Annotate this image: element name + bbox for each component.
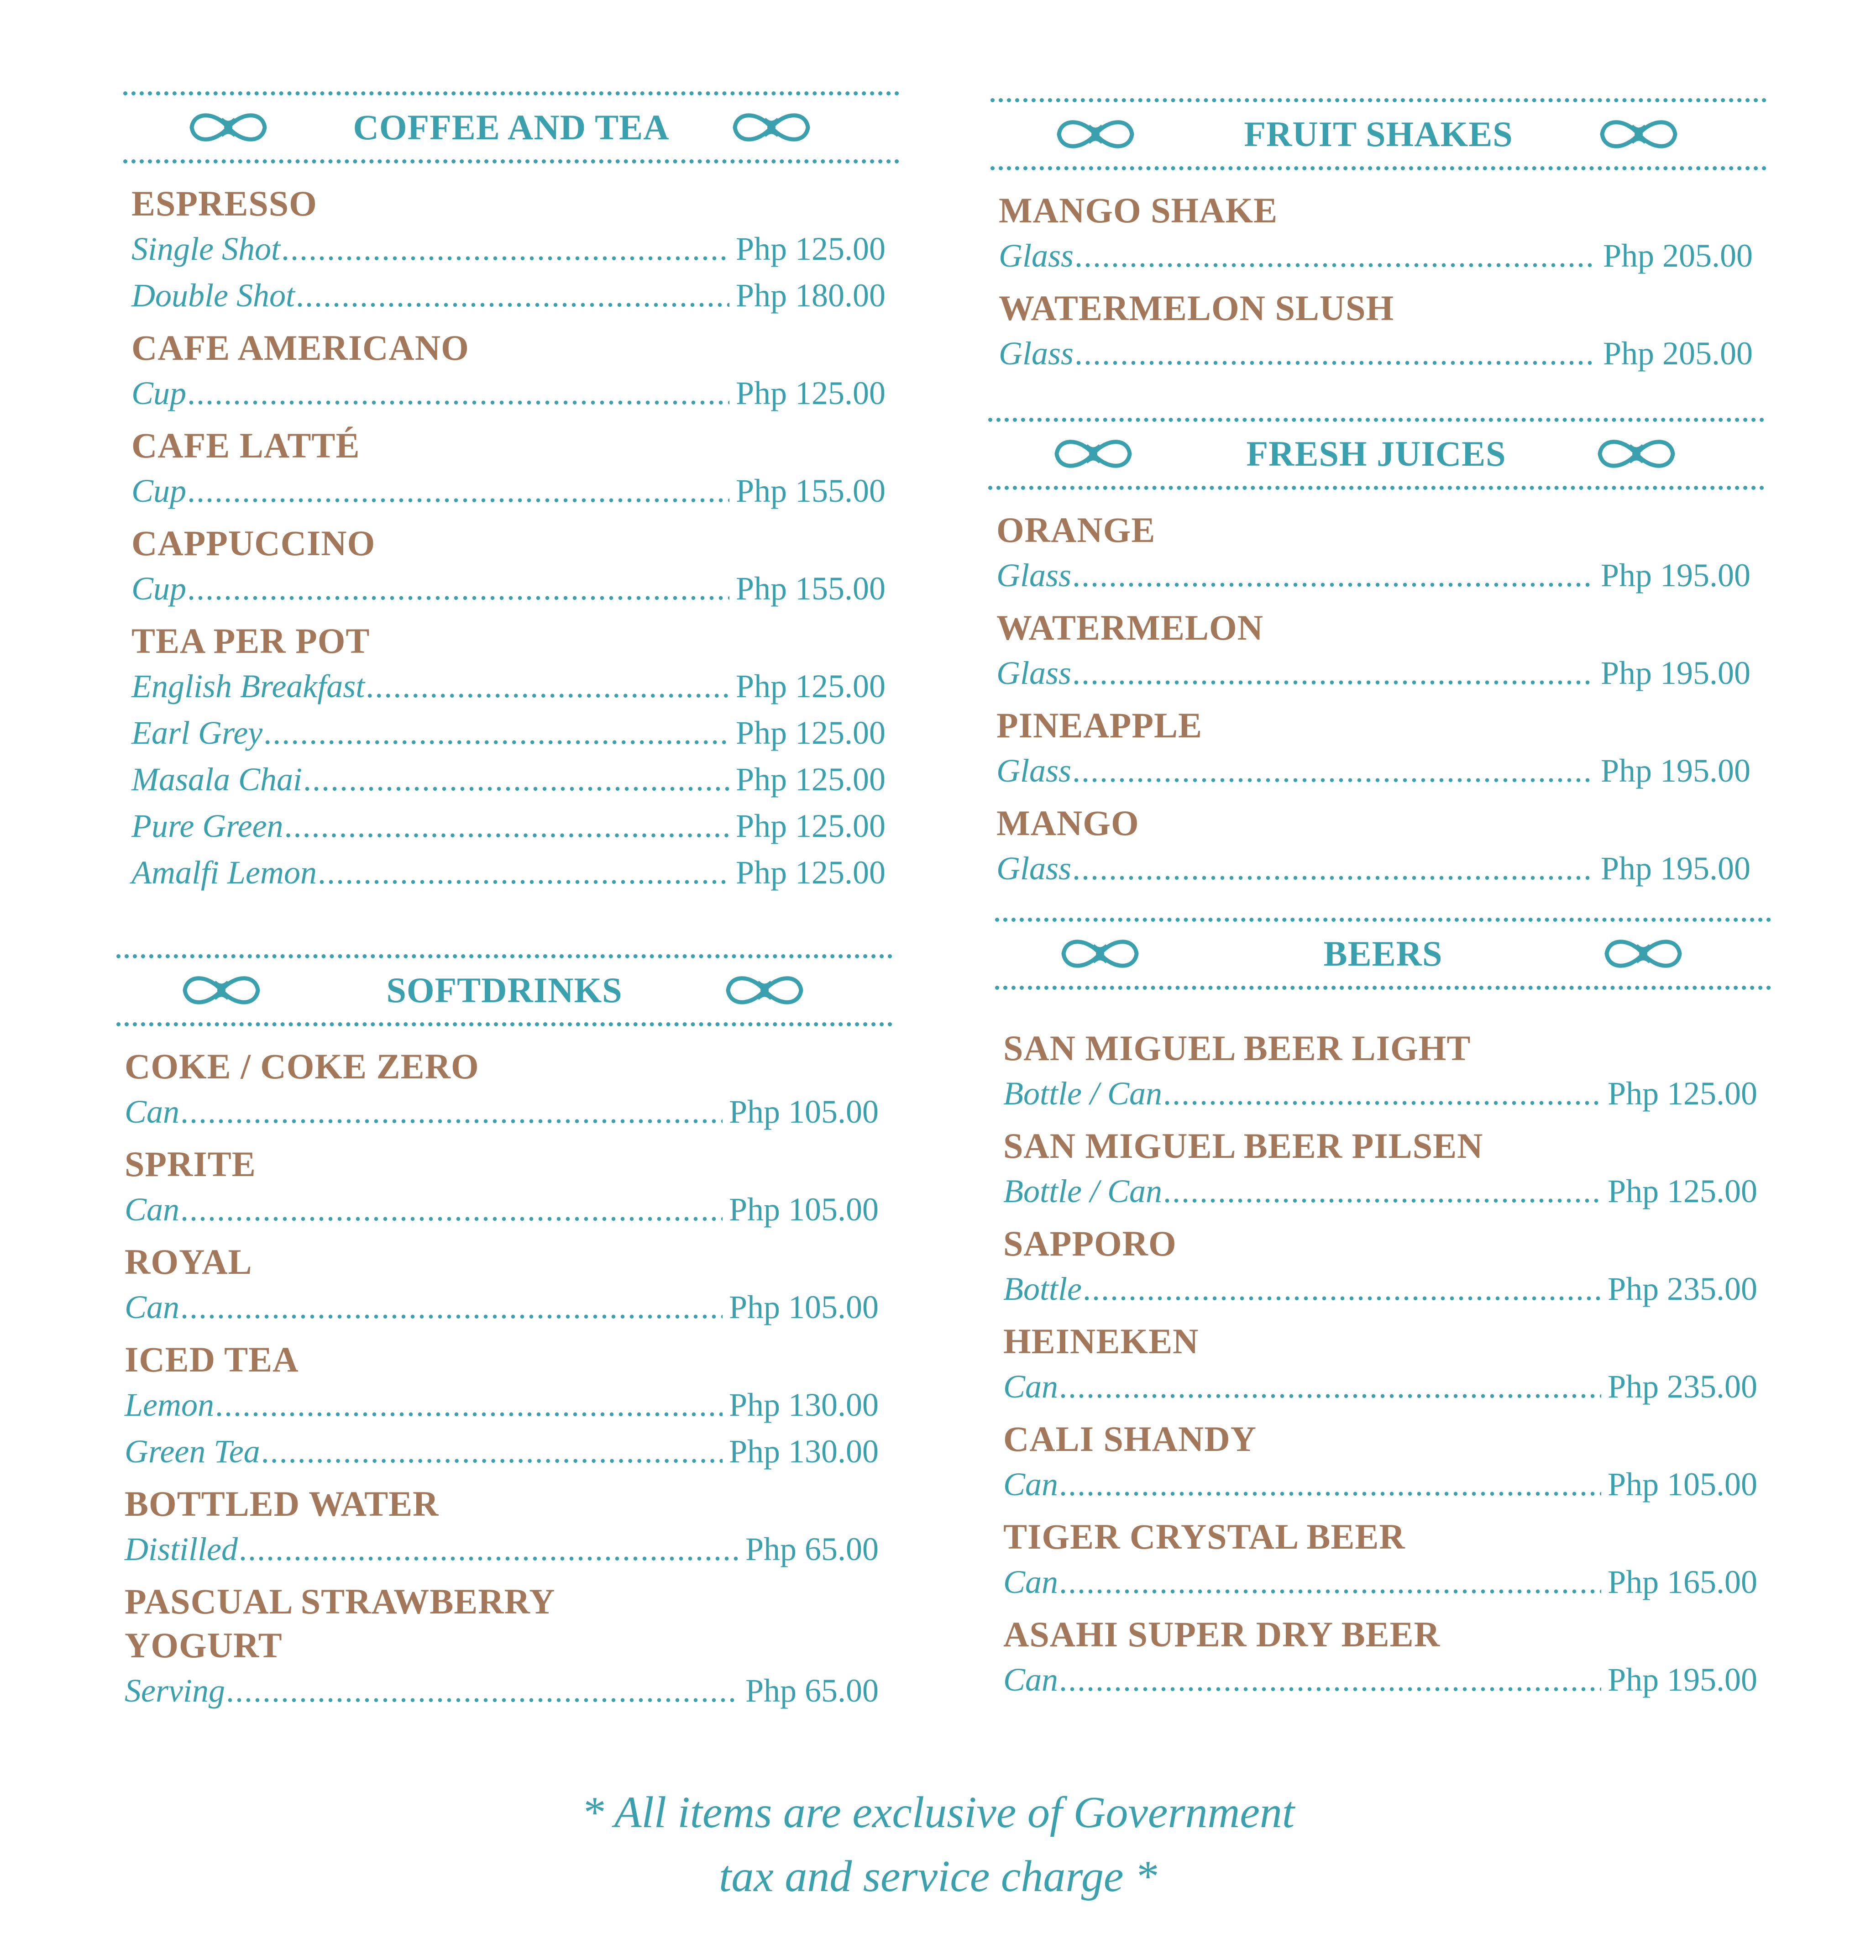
divider xyxy=(995,918,1771,922)
item-option: Serving xyxy=(125,1672,225,1709)
dot-leader xyxy=(239,1526,739,1572)
dot-leader xyxy=(180,1284,723,1330)
item-option: Distilled xyxy=(125,1531,238,1567)
item-option: Can xyxy=(1003,1564,1059,1600)
item-price: Php 125.00 xyxy=(735,854,886,891)
item-price: Php 130.00 xyxy=(728,1387,879,1423)
menu-item-row xyxy=(1003,1070,1757,1117)
menu-list xyxy=(990,170,1766,384)
dot-leader xyxy=(187,468,729,514)
item-price: Php 195.00 xyxy=(1600,655,1750,691)
divider xyxy=(990,166,1766,170)
item-price: Php 155.00 xyxy=(735,570,886,607)
dot-leader xyxy=(226,1667,739,1714)
item-price: Php 125.00 xyxy=(1607,1075,1757,1112)
section-title: COFFEE AND TEA xyxy=(353,107,670,147)
spacer xyxy=(116,1330,892,1338)
item-option: Can xyxy=(125,1289,180,1325)
item-option: English Breakfast xyxy=(131,668,365,704)
divider xyxy=(988,486,1764,490)
item-price: Php 105.00 xyxy=(728,1289,879,1325)
category-title: CAPPUCCINO xyxy=(131,523,376,563)
menu-item-row xyxy=(131,803,886,849)
category-title: MANGO xyxy=(996,803,1139,843)
item-option: Cup xyxy=(131,570,187,607)
dot-leader xyxy=(1059,1559,1601,1605)
category-title: ORANGE xyxy=(996,510,1156,550)
flourish-ornament-icon xyxy=(719,972,810,1009)
category-title: BOTTLED WATER xyxy=(125,1484,439,1524)
item-price: Php 195.00 xyxy=(1600,557,1750,594)
item-price: Php 65.00 xyxy=(745,1672,879,1709)
spacer xyxy=(995,1410,1771,1417)
category-title: COKE / COKE ZERO xyxy=(125,1046,479,1086)
section-header xyxy=(123,95,899,159)
dot-leader xyxy=(1059,1461,1601,1508)
menu-item-row xyxy=(999,330,1753,377)
menu-item-row xyxy=(1003,1461,1757,1508)
item-option: Double Shot xyxy=(131,277,295,314)
dot-leader xyxy=(1072,552,1594,599)
item-option: Masala Chai xyxy=(131,761,303,798)
item-price: Php 65.00 xyxy=(745,1531,879,1567)
item-option: Glass xyxy=(996,752,1072,789)
menu-item-row xyxy=(131,849,886,896)
menu-item-row xyxy=(131,272,886,319)
category-title: WATERMELON xyxy=(996,608,1263,647)
section-softdrinks xyxy=(116,954,892,1721)
spacer xyxy=(116,1233,892,1240)
category-title: ASAHI SUPER DRY BEER xyxy=(1003,1614,1441,1654)
footer-note xyxy=(0,1781,1876,1908)
menu-item-row xyxy=(131,709,886,756)
section-title: BEERS xyxy=(1323,934,1443,973)
menu-item-row xyxy=(131,468,886,514)
dot-leader xyxy=(303,756,729,803)
item-option: Bottle / Can xyxy=(1003,1075,1162,1112)
spacer xyxy=(123,896,899,903)
dot-leader xyxy=(1072,747,1594,794)
category-title: PINEAPPLE xyxy=(996,705,1203,745)
menu-item-row xyxy=(131,226,886,272)
section-title: FRUIT SHAKES xyxy=(1244,114,1513,154)
flourish-ornament-icon xyxy=(1054,935,1146,972)
menu-item-row xyxy=(125,1284,879,1330)
menu-item-row xyxy=(996,650,1750,696)
spacer xyxy=(995,1312,1771,1319)
divider xyxy=(116,1022,892,1026)
section-coffee-and-tea xyxy=(123,91,899,903)
item-option: Glass xyxy=(999,335,1074,372)
divider xyxy=(123,91,899,95)
item-price: Php 165.00 xyxy=(1607,1564,1757,1600)
dot-leader xyxy=(187,370,729,416)
section-header xyxy=(116,958,892,1022)
item-price: Php 125.00 xyxy=(735,761,886,798)
spacer xyxy=(988,599,1764,606)
menu-list xyxy=(988,490,1764,899)
menu-item-row xyxy=(1003,1559,1757,1605)
section-fresh-juices xyxy=(988,418,1764,899)
dot-leader xyxy=(1074,330,1597,377)
spacer xyxy=(116,1135,892,1142)
flourish-ornament-icon xyxy=(1593,116,1684,152)
flourish-ornament-icon xyxy=(183,109,274,146)
item-option: Amalfi Lemon xyxy=(131,854,317,891)
spacer xyxy=(995,1605,1771,1613)
item-price: Php 155.00 xyxy=(735,473,886,509)
menu-item-row xyxy=(125,1186,879,1233)
flourish-ornament-icon xyxy=(176,972,267,1009)
category-title: HEINEKEN xyxy=(1003,1321,1199,1361)
flourish-ornament-icon xyxy=(1048,436,1139,472)
dot-leader xyxy=(1072,845,1594,892)
item-price: Php 195.00 xyxy=(1607,1661,1757,1698)
dot-leader xyxy=(296,272,729,319)
item-price: Php 205.00 xyxy=(1603,237,1753,274)
item-price: Php 125.00 xyxy=(735,715,886,751)
divider xyxy=(123,159,899,163)
item-option: Can xyxy=(125,1093,180,1130)
category-title: CALI SHANDY xyxy=(1003,1419,1257,1459)
dot-leader xyxy=(1083,1266,1601,1312)
item-option: Glass xyxy=(999,237,1074,274)
item-price: Php 235.00 xyxy=(1607,1271,1757,1307)
dot-leader xyxy=(366,663,729,709)
menu-item-row xyxy=(999,232,1753,279)
dot-leader xyxy=(215,1382,723,1428)
dot-leader xyxy=(1059,1363,1601,1410)
category-title: SAPPORO xyxy=(1003,1224,1177,1263)
flourish-ornament-icon xyxy=(1050,116,1141,152)
item-option: Earl Grey xyxy=(131,715,263,751)
menu-item-row xyxy=(996,845,1750,892)
flourish-ornament-icon xyxy=(1591,436,1682,472)
menu-item-row xyxy=(125,1382,879,1428)
dot-leader xyxy=(318,849,729,896)
dot-leader xyxy=(187,565,729,612)
spacer xyxy=(123,416,899,424)
item-price: Php 125.00 xyxy=(735,375,886,411)
item-option: Can xyxy=(1003,1661,1059,1698)
category-title: TEA PER POT xyxy=(131,621,370,661)
category-title: SAN MIGUEL BEER PILSEN xyxy=(1003,1126,1483,1166)
spacer xyxy=(995,1703,1771,1710)
dot-leader xyxy=(1163,1168,1601,1214)
spacer xyxy=(988,696,1764,704)
item-price: Php 205.00 xyxy=(1603,335,1753,372)
menu-list xyxy=(995,990,1771,1710)
dot-leader xyxy=(263,709,729,756)
spacer xyxy=(116,1475,892,1482)
spacer xyxy=(116,1572,892,1580)
item-option: Cup xyxy=(131,375,187,411)
category-title: CAFE AMERICANO xyxy=(131,328,469,368)
spacer xyxy=(995,1117,1771,1124)
menu-item-row xyxy=(131,663,886,709)
footer-line-1: * All items are exclusive of Government xyxy=(581,1788,1295,1837)
item-price: Php 105.00 xyxy=(1607,1466,1757,1503)
item-option: Glass xyxy=(996,655,1072,691)
item-option: Green Tea xyxy=(125,1433,260,1470)
category-title: SPRITE xyxy=(125,1144,256,1184)
item-price: Php 195.00 xyxy=(1600,752,1750,789)
item-option: Lemon xyxy=(125,1387,214,1423)
item-option: Pure Green xyxy=(131,808,283,844)
divider xyxy=(116,954,892,958)
spacer xyxy=(116,1714,892,1721)
spacer xyxy=(995,1508,1771,1515)
category-title: ROYAL xyxy=(125,1242,252,1282)
menu-item-row xyxy=(1003,1656,1757,1703)
item-option: Can xyxy=(1003,1466,1059,1503)
item-price: Php 235.00 xyxy=(1607,1368,1757,1405)
category-title: WATERMELON SLUSH xyxy=(999,288,1394,328)
menu-item-row xyxy=(125,1428,879,1475)
spacer xyxy=(990,377,1766,384)
section-title: SOFTDRINKS xyxy=(386,970,623,1010)
item-price: Php 105.00 xyxy=(728,1093,879,1130)
divider xyxy=(995,986,1771,990)
menu-item-row xyxy=(131,565,886,612)
category-title: ICED TEA xyxy=(125,1340,299,1379)
category-title: ESPRESSO xyxy=(131,184,317,223)
menu-item-row xyxy=(125,1667,879,1714)
menu-item-row xyxy=(125,1088,879,1135)
spacer xyxy=(123,612,899,619)
divider xyxy=(988,418,1764,422)
item-option: Can xyxy=(125,1191,180,1228)
category-title: CAFE LATTÉ xyxy=(131,426,360,465)
section-header xyxy=(988,422,1764,486)
spacer xyxy=(990,279,1766,286)
category-title: SAN MIGUEL BEER LIGHT xyxy=(1003,1028,1471,1068)
menu-list xyxy=(123,163,899,903)
item-price: Php 125.00 xyxy=(735,668,886,704)
item-price: Php 125.00 xyxy=(735,231,886,267)
spacer xyxy=(988,794,1764,801)
item-option: Glass xyxy=(996,557,1072,594)
divider xyxy=(990,98,1766,102)
item-option: Single Shot xyxy=(131,231,280,267)
item-price: Php 195.00 xyxy=(1600,850,1750,887)
flourish-ornament-icon xyxy=(726,109,817,146)
item-price: Php 125.00 xyxy=(735,808,886,844)
section-title: FRESH JUICES xyxy=(1246,434,1506,473)
menu-list xyxy=(116,1026,892,1721)
category-title: PASCUAL STRAWBERRY xyxy=(125,1582,555,1621)
item-option: Can xyxy=(1003,1368,1059,1405)
item-option: Bottle / Can xyxy=(1003,1173,1162,1209)
dot-leader xyxy=(180,1186,723,1233)
item-price: Php 130.00 xyxy=(728,1433,879,1470)
menu-item-row xyxy=(131,370,886,416)
category-title: MANGO SHAKE xyxy=(999,190,1278,230)
item-price: Php 125.00 xyxy=(1607,1173,1757,1209)
category-title: TIGER CRYSTAL BEER xyxy=(1003,1517,1405,1556)
category-title-line-2: YOGURT xyxy=(125,1625,283,1665)
menu-item-row xyxy=(996,747,1750,794)
spacer xyxy=(995,1214,1771,1222)
menu-item-row xyxy=(1003,1266,1757,1312)
item-price: Php 180.00 xyxy=(735,277,886,314)
section-header xyxy=(995,922,1771,986)
menu-item-row xyxy=(1003,1168,1757,1214)
dot-leader xyxy=(1059,1656,1601,1703)
dot-leader xyxy=(281,226,729,272)
menu-item-row xyxy=(1003,1363,1757,1410)
spacer xyxy=(123,319,899,326)
dot-leader xyxy=(1163,1070,1601,1117)
section-beers xyxy=(995,918,1771,1710)
dot-leader xyxy=(1072,650,1594,696)
item-option: Cup xyxy=(131,473,187,509)
item-option: Glass xyxy=(996,850,1072,887)
menu-item-row xyxy=(125,1526,879,1572)
section-fruit-shakes xyxy=(990,98,1766,384)
spacer xyxy=(123,514,899,521)
item-option: Bottle xyxy=(1003,1271,1082,1307)
menu-item-row xyxy=(996,552,1750,599)
dot-leader xyxy=(284,803,729,849)
dot-leader xyxy=(1074,232,1597,279)
flourish-ornament-icon xyxy=(1598,935,1689,972)
footer-line-2: tax and service charge * xyxy=(719,1852,1157,1901)
dot-leader xyxy=(261,1428,723,1475)
dot-leader xyxy=(180,1088,723,1135)
section-header xyxy=(990,102,1766,166)
menu-item-row xyxy=(131,756,886,803)
spacer xyxy=(988,892,1764,899)
item-price: Php 105.00 xyxy=(728,1191,879,1228)
